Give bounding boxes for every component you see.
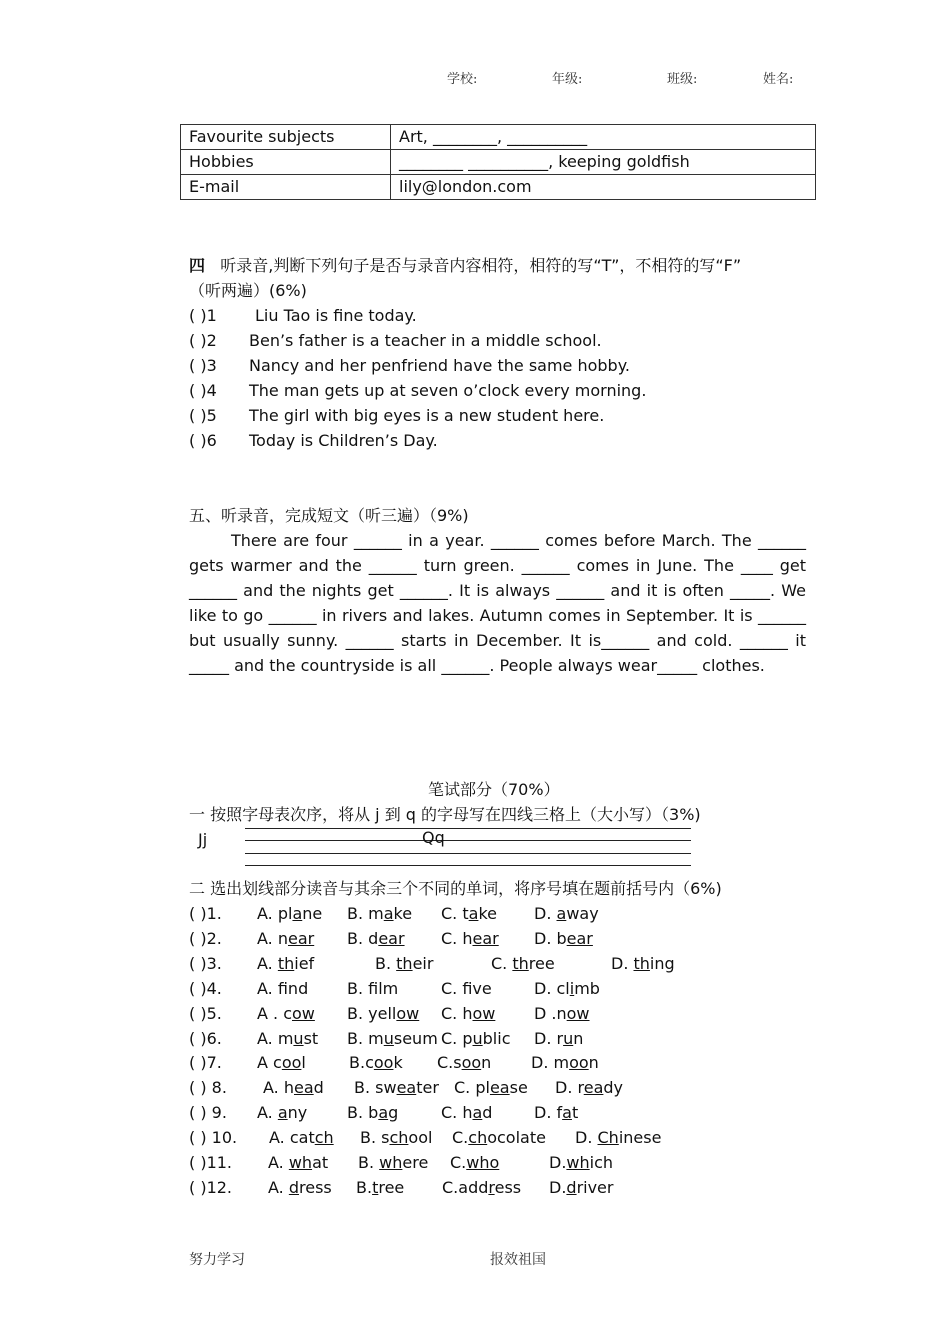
section4-heading xyxy=(189,253,741,278)
underlined-letters: ch xyxy=(314,1128,334,1148)
underlined-letters: ea xyxy=(396,1078,417,1098)
option-b: B. dear xyxy=(347,928,405,948)
underlined-letters: ch xyxy=(389,1128,409,1148)
underlined-letters: a xyxy=(562,1103,572,1123)
list-item xyxy=(189,403,605,428)
underlined-letters: a xyxy=(277,1103,288,1123)
table-cell-value: lily@london.com xyxy=(391,175,816,200)
option-d: D .now xyxy=(534,1003,590,1023)
grid-line xyxy=(245,853,691,854)
option-b: B. museum xyxy=(347,1028,438,1048)
table-cell-label: E-mail xyxy=(181,175,391,200)
table-row xyxy=(181,125,816,150)
underlined-letters: u xyxy=(563,1028,574,1048)
option-a: A. plane xyxy=(257,904,323,923)
grid-line xyxy=(245,828,691,829)
option-b: B. yellow xyxy=(347,1003,420,1023)
table-cell-label: Hobbies xyxy=(181,150,391,175)
option-a: A cool xyxy=(257,1053,306,1073)
underlined-letters: i xyxy=(569,978,575,998)
underlined-letters: a xyxy=(556,904,567,923)
answer-bracket[interactable]: ( )1. xyxy=(189,904,222,923)
underlined-letters: d xyxy=(288,1177,299,1197)
answer-bracket[interactable]: ( )6. xyxy=(189,1028,222,1048)
answer-bracket[interactable]: ( )4. xyxy=(189,978,222,998)
grid-line xyxy=(245,840,691,841)
option-d: D. Chinese xyxy=(575,1128,662,1148)
underlined-letters: ear xyxy=(566,928,593,948)
option-d: D. run xyxy=(534,1028,584,1048)
option-d: D.which xyxy=(549,1153,614,1172)
underlined-letters: ow xyxy=(566,1003,590,1023)
underlined-letters: a xyxy=(292,904,303,923)
option-b: B. flm xyxy=(347,978,399,998)
option-b: B. bag xyxy=(347,1103,399,1123)
option-c: C. how xyxy=(441,1003,496,1023)
section4-subtitle: （听两遍）(6%) xyxy=(189,281,307,300)
question-row xyxy=(189,1150,809,1175)
header-grade-label: 年级: xyxy=(552,72,583,87)
option-d: D. fat xyxy=(534,1103,579,1123)
underlined-letters: a xyxy=(468,904,479,923)
option-c: C.chocolate xyxy=(452,1128,546,1148)
underlined-letters: Ch xyxy=(597,1128,619,1148)
answer-bracket[interactable]: ( )2. xyxy=(189,928,222,948)
option-b: B. their xyxy=(375,953,434,973)
option-b: B. make xyxy=(347,904,413,923)
question-row xyxy=(189,1001,809,1026)
answer-bracket[interactable]: ( )2 xyxy=(189,331,217,350)
underlined-letters: a xyxy=(472,1103,483,1123)
option-c: C.who xyxy=(450,1153,500,1172)
table-cell-value: ________ __________, keeping goldfish xyxy=(391,150,816,175)
list-item xyxy=(189,353,630,378)
underlined-letters: u xyxy=(383,1028,394,1048)
statement-text: The girl with big eyes is a new student here. xyxy=(249,406,605,425)
question-row xyxy=(189,901,809,926)
option-d: D. thing xyxy=(611,953,675,973)
answer-bracket[interactable]: ( )4 xyxy=(189,381,217,400)
underlined-letters: ow xyxy=(472,1003,496,1023)
option-a: A. near xyxy=(257,928,315,948)
underlined-letters: wh xyxy=(288,1153,313,1172)
option-a: A. fnd xyxy=(257,978,309,998)
footer-left: 努力学习 xyxy=(189,1252,245,1268)
option-b: B.tree xyxy=(356,1177,405,1197)
answer-bracket[interactable]: ( ) 10. xyxy=(189,1128,238,1148)
underlined-letters: ea xyxy=(293,1078,314,1098)
list-item xyxy=(189,303,417,328)
four-line-grid[interactable] xyxy=(245,828,691,868)
table-cell-value: Art, ________, __________ xyxy=(391,125,816,150)
end-letter: Qq xyxy=(422,828,445,847)
statement-text: Ben’s father is a teacher in a middle school. xyxy=(249,331,602,350)
answer-bracket[interactable]: ( ) 9. xyxy=(189,1103,227,1123)
underlined-letters: ow xyxy=(396,1003,420,1023)
underlined-letters: th xyxy=(633,953,650,973)
underlined-letters: oo xyxy=(461,1053,482,1073)
statement-text: Today is Children’s Day. xyxy=(249,431,438,450)
underlined-letters: oo xyxy=(281,1053,302,1073)
table-row xyxy=(181,175,816,200)
list-item xyxy=(189,428,438,453)
question-row xyxy=(189,1075,809,1100)
part1-title: 一 按照字母表次序，将从 j 到 q 的字母写在四线三格上（大小写）（3%) xyxy=(189,805,701,824)
underlined-letters: a xyxy=(378,1103,389,1123)
answer-bracket[interactable]: ( )11. xyxy=(189,1153,233,1172)
option-d: D. climb xyxy=(534,978,600,998)
underlined-letters: wh xyxy=(379,1153,403,1172)
question-row xyxy=(189,1100,809,1125)
question-row xyxy=(189,1175,809,1200)
option-b: B. where xyxy=(358,1153,429,1172)
question-row xyxy=(189,1050,809,1075)
option-d: D. moon xyxy=(531,1053,599,1073)
question-row xyxy=(189,926,809,951)
option-b: B.cook xyxy=(349,1053,403,1073)
section5-title: 五、听录音，完成短文（听三遍）（9%) xyxy=(189,506,469,525)
section4-title: 听录音,判断下列句子是否与录音内容相符，相符的写“T”，不相符的写“F” xyxy=(220,256,742,275)
underlined-letters: ea xyxy=(489,1078,510,1098)
option-d: D. ready xyxy=(555,1078,623,1098)
part2-title: 二 选出划线部分读音与其余三个不同的单词，将序号填在题前括号内（6%) xyxy=(189,879,722,898)
header-school-label: 学校: xyxy=(447,72,478,87)
grid-line xyxy=(245,865,691,866)
option-c: C.soon xyxy=(437,1053,492,1073)
option-a: A. catch xyxy=(269,1128,334,1148)
underlined-letters: th xyxy=(277,953,295,973)
underlined-letters: th xyxy=(512,953,529,973)
underlined-letters: a xyxy=(383,904,394,923)
question-row xyxy=(189,1026,809,1051)
option-a: A. any xyxy=(257,1103,308,1123)
underlined-letters: ea xyxy=(583,1078,604,1098)
answer-bracket[interactable]: ( ) 8. xyxy=(189,1078,227,1098)
cloze-passage[interactable]: There are four ______ in a year. ______ comes before March. The ______ gets warmer and the ______ turn green. ______ comes in June. The ____ get ______ and the nights get ______. It is always ______ and it is often _____. We like to go ______ in rivers and lakes. Autumn comes in September. It is ______ but usually sunny. ______ starts in December. It is______ and cold. ______ it _____ and the countryside is all ______. People always wear_____ clothes. xyxy=(189,531,806,675)
option-d: D.driver xyxy=(549,1177,614,1197)
underlined-letters: oo xyxy=(569,1053,589,1073)
footer-center: 报效祖国 xyxy=(490,1252,546,1268)
option-a: A. what xyxy=(268,1153,329,1172)
list-item xyxy=(189,378,647,403)
answer-bracket[interactable]: ( )5. xyxy=(189,1003,222,1023)
option-d: D. bear xyxy=(534,928,593,948)
answer-bracket[interactable]: ( )5 xyxy=(189,406,217,425)
option-c: C.address xyxy=(442,1177,522,1197)
underlined-letters: ear xyxy=(287,928,315,948)
option-c: C. fve xyxy=(441,978,492,998)
underlined-letters: u xyxy=(293,1028,304,1048)
underlined-letters: r xyxy=(488,1177,495,1197)
underlined-letters: t xyxy=(372,1177,379,1197)
answer-bracket[interactable]: ( )7. xyxy=(189,1053,222,1073)
answer-bracket[interactable]: ( )12. xyxy=(189,1177,233,1197)
option-c: C. take xyxy=(441,904,497,923)
table-cell-label: Favourite subjects xyxy=(181,125,391,150)
option-a: A . cow xyxy=(257,1003,315,1023)
question-row xyxy=(189,1125,809,1150)
answer-bracket[interactable]: ( )1 xyxy=(189,306,217,325)
underlined-letters: d xyxy=(566,1177,577,1197)
question-row xyxy=(189,976,809,1001)
underlined-letters: ear xyxy=(378,928,405,948)
table-row xyxy=(181,150,816,175)
option-d: D. away xyxy=(534,904,599,923)
underlined-letters: wh xyxy=(566,1153,590,1172)
option-a: A. thief xyxy=(257,953,315,973)
option-b: B. school xyxy=(360,1128,433,1148)
header-name-label: 姓名: xyxy=(763,72,794,87)
option-a: A. head xyxy=(263,1078,324,1098)
underlined-letters: who xyxy=(466,1153,500,1172)
underlined-letters: oo xyxy=(373,1053,394,1073)
written-part-title: 笔试部分（70%） xyxy=(428,780,560,799)
underlined-letters: u xyxy=(472,1028,483,1048)
option-c: C. hear xyxy=(441,928,499,948)
statement-text: The man gets up at seven o’clock every morning. xyxy=(249,381,647,400)
start-letter: Jj xyxy=(198,830,208,849)
underlined-letters: ch xyxy=(468,1128,488,1148)
answer-bracket[interactable]: ( )6 xyxy=(189,431,217,450)
underlined-letters: ear xyxy=(472,928,499,948)
option-c: C. three xyxy=(491,953,555,973)
option-b: B. sweater xyxy=(354,1078,439,1098)
list-item xyxy=(189,328,602,353)
option-c: C. public xyxy=(441,1028,511,1048)
option-a: A. must xyxy=(257,1028,319,1048)
question-row xyxy=(189,951,809,976)
header-class-label: 班级: xyxy=(667,72,698,87)
statement-text: Nancy and her penfriend have the same hobby. xyxy=(249,356,630,375)
statement-text: Liu Tao is fine today. xyxy=(255,306,417,325)
answer-bracket[interactable]: ( )3. xyxy=(189,953,222,973)
section4-number: 四 xyxy=(189,256,206,275)
underlined-letters: ow xyxy=(292,1003,315,1023)
underlined-letters: th xyxy=(396,953,413,973)
info-table xyxy=(180,124,816,200)
option-c: C. had xyxy=(441,1103,493,1123)
option-a: A. dress xyxy=(268,1177,332,1197)
option-c: C. please xyxy=(454,1078,528,1098)
answer-bracket[interactable]: ( )3 xyxy=(189,356,217,375)
